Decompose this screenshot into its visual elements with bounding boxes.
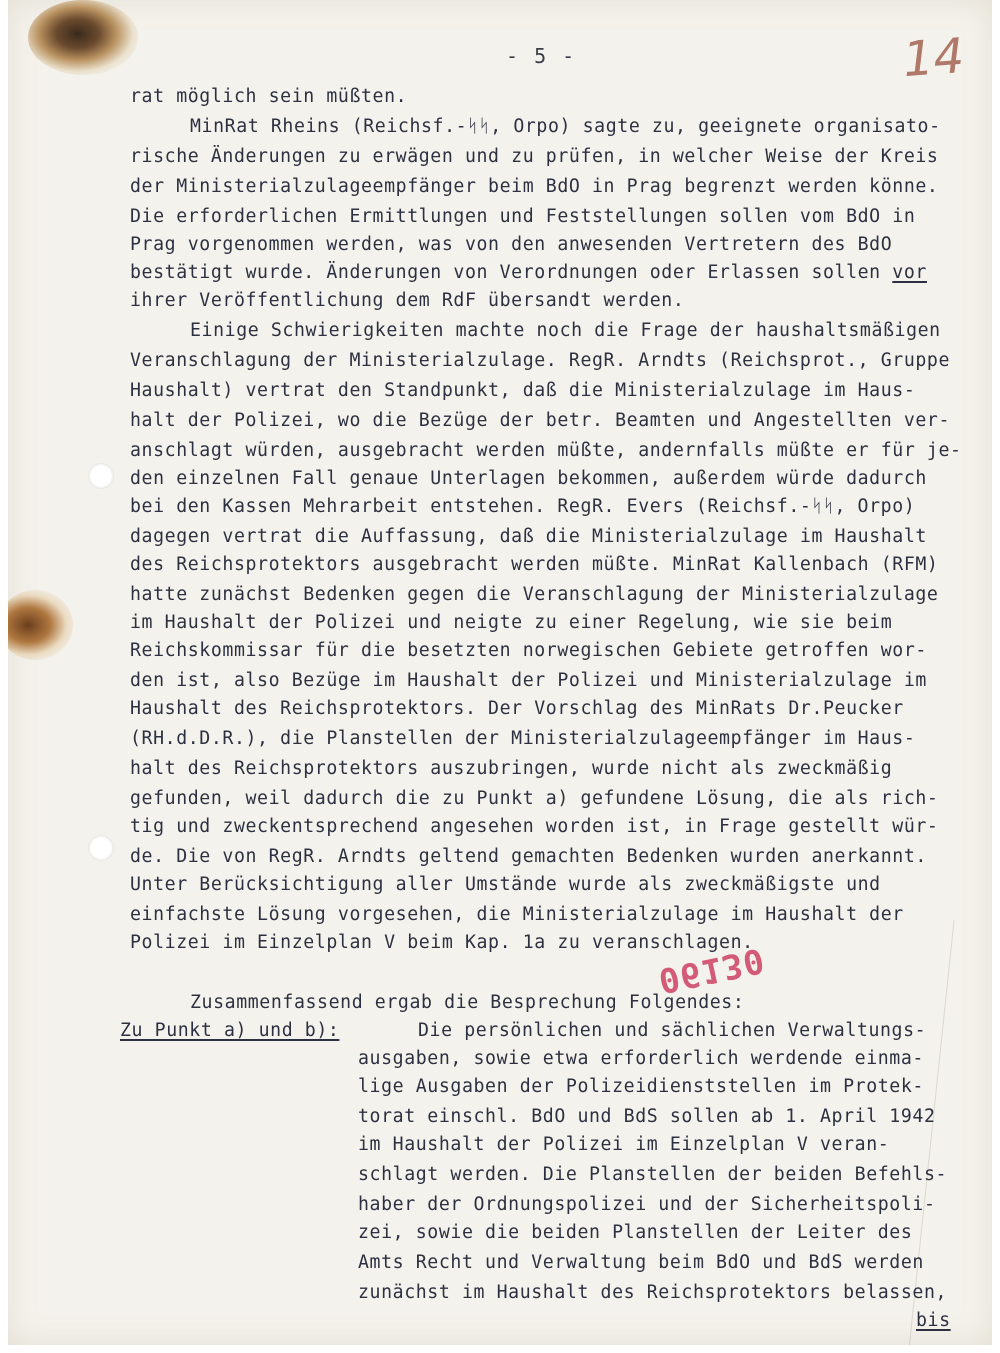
text-line: zunächst im Haushalt des Reichsprotektors belassen, (358, 1282, 948, 1303)
text-line: Veranschlagung der Ministerialzulage. RegR. Arndts (Reichsprot., Gruppe (130, 350, 951, 371)
text-line: halt der Polizei, wo die Bezüge der betr. Beamten und Angestellten ver- (130, 410, 951, 431)
punch-hole (88, 835, 114, 861)
text-line: anschlagt würden, ausgebracht werden müßte, andernfalls müßte er für je- (130, 440, 962, 461)
text-line: Haushalt) vertrat den Standpunkt, daß die Ministerialzulage im Haus- (130, 380, 916, 401)
text-line: Die erforderlichen Ermittlungen und Feststellungen sollen vom BdO in (130, 206, 916, 227)
text-line: Polizei im Einzelplan V beim Kap. 1a zu veranschlagen. (130, 932, 754, 953)
text-line: im Haushalt der Polizei im Einzelplan V veran- (358, 1134, 890, 1155)
text-line: Einige Schwierigkeiten machte noch die Frage der haushaltsmäßigen (190, 320, 941, 341)
text-line: Haushalt des Reichsprotektors. Der Vorschlag des MinRats Dr.Peucker (130, 698, 904, 719)
text-line: Reichskommissar für die besetzten norwegischen Gebiete getroffen wor- (130, 640, 927, 661)
punch-hole (88, 463, 114, 489)
burn-stain (28, 0, 138, 75)
text-line: de. Die von RegR. Arndts geltend gemachten Bedenken wurden anerkannt. (130, 846, 927, 867)
text-line: gefunden, weil dadurch die zu Punkt a) gefundene Lösung, die als rich- (130, 788, 939, 809)
text-line: dagegen vertrat die Auffassung, daß die Ministerialzulage im Haushalt (130, 526, 927, 547)
text-line: tig und zweckentsprechend angesehen worden ist, in Frage gestellt wür- (130, 816, 939, 837)
section-heading: Zu Punkt a) und b): (120, 1020, 340, 1041)
text-line: MinRat Rheins (Reichsf.-ᛋᛋ, Orpo) sagte zu, geeignete organisato- (190, 116, 941, 137)
text-line: ihrer Veröffentlichung dem RdF übersandt werden. (130, 290, 685, 311)
text-line: Zusammenfassend ergab die Besprechung Folgendes: (190, 992, 745, 1013)
text-line: Die persönlichen und sächlichen Verwaltungs- (418, 1020, 927, 1041)
text-line: Unter Berücksichtigung aller Umstände wurde als zweckmäßigste und (130, 874, 881, 895)
text-line: ausgaben, sowie etwa erforderlich werdende einma- (358, 1048, 924, 1069)
text-line: im Haushalt der Polizei und neigte zu einer Regelung, wie sie beim (130, 612, 893, 633)
archive-number: 14 (901, 27, 966, 89)
text-line: halt des Reichsprotektors auszubringen, wurde nicht als zweckmäßig (130, 758, 893, 779)
text-line: (RH.d.D.R.), die Planstellen der Ministerialzulageempfänger im Haus- (130, 728, 916, 749)
text-line: zei, sowie die beiden Planstellen der Leiter des (358, 1222, 913, 1243)
text-line: rat möglich sein müßten. (130, 86, 408, 107)
text-line: einfachste Lösung vorgesehen, die Ministerialzulage im Haushalt der (130, 904, 904, 925)
text-line: Prag vorgenommen werden, was von den anwesenden Vertretern des BdO (130, 234, 893, 255)
archive-stamp: 06130 (655, 939, 769, 1001)
rust-stain (8, 590, 73, 660)
text-line: rische Änderungen zu erwägen und zu prüfen, in welcher Weise der Kreis (130, 146, 939, 167)
text-line: hatte zunächst Bedenken gegen die Veranschlagung der Ministerialzulage (130, 584, 939, 605)
text-line: lige Ausgaben der Polizeidienststellen im Protek- (358, 1076, 924, 1097)
document-page (8, 0, 992, 1345)
text-line: bei den Kassen Mehrarbeit entstehen. RegR. Evers (Reichsf.-ᛋᛋ, Orpo) (130, 496, 916, 517)
text-line: Amts Recht und Verwaltung beim BdO und BdS werden (358, 1252, 924, 1273)
text-line: schlagt werden. Die Planstellen der beiden Befehls- (358, 1164, 948, 1185)
underlined-word: vor (892, 262, 927, 283)
text-line: der Ministerialzulageempfänger beim BdO in Prag begrenzt werden könne. (130, 176, 939, 197)
text-line: bis (916, 1310, 951, 1331)
text-line: des Reichsprotektors ausgebracht werden müßte. MinRat Kallenbach (RFM) (130, 554, 939, 575)
text-line: torat einschl. BdO und BdS sollen ab 1. April 1942 (358, 1106, 936, 1127)
text-line: den ist, also Bezüge im Haushalt der Polizei und Ministerialzulage im (130, 670, 927, 691)
text-line: haber der Ordnungspolizei und der Sicherheitspoli- (358, 1194, 936, 1215)
page-number: - 5 - (506, 44, 577, 68)
text-line: den einzelnen Fall genaue Unterlagen bekommen, außerdem würde dadurch (130, 468, 927, 489)
text-line: bestätigt wurde. Änderungen von Verordnungen oder Erlassen sollen vor (130, 262, 927, 283)
